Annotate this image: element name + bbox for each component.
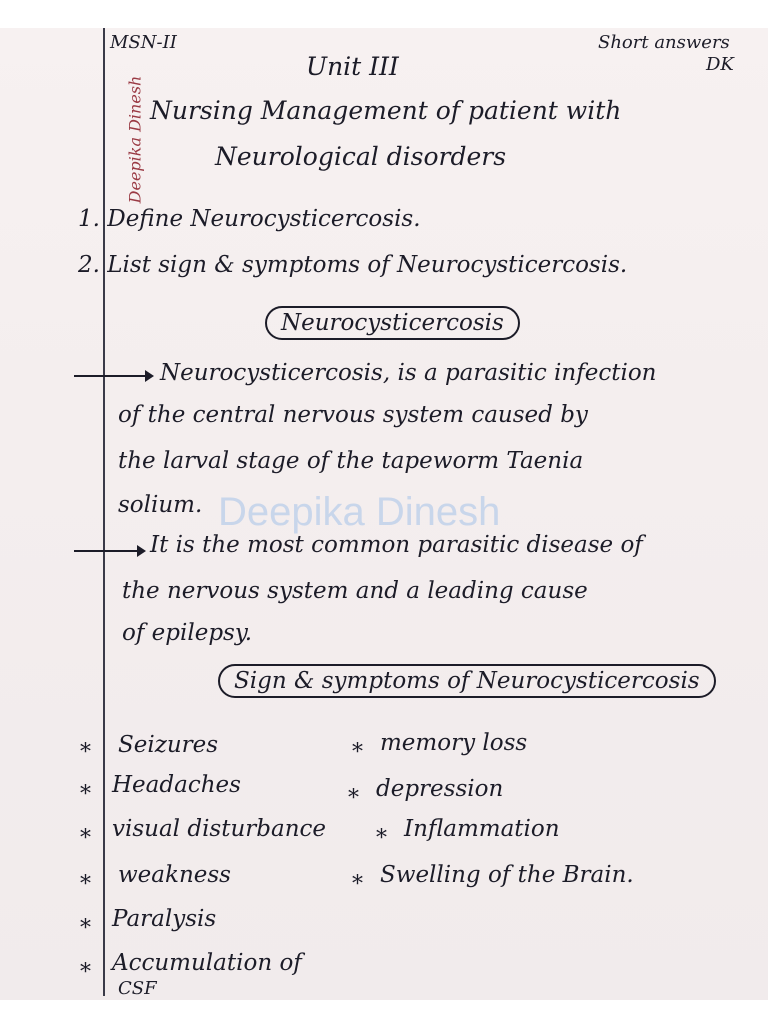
definition-line-5: It is the most common parasitic disease of: [150, 532, 643, 558]
course-label: MSN-II: [110, 32, 177, 53]
margin-line: [103, 28, 105, 996]
section-heading-sign-symptoms: Sign & symptoms of Neurocysticercosis: [218, 664, 716, 698]
title-line-1: Nursing Management of patient with: [150, 96, 622, 125]
bullet-icon: *: [80, 916, 91, 941]
symptom-item: visual disturbance: [112, 816, 327, 842]
section-heading-neurocysticercosis: Neurocysticercosis: [265, 306, 520, 340]
watermark: Deepika Dinesh: [218, 490, 501, 534]
definition-line-6: the nervous system and a leading cause: [122, 578, 588, 604]
definition-line-2: of the central nervous system caused by: [118, 402, 588, 428]
bullet-icon: *: [376, 826, 387, 851]
side-signature: Deepika Dinesh: [125, 75, 145, 204]
question-1: 1. Define Neurocysticercosis.: [78, 206, 421, 232]
short-answers-tag: Short answers: [598, 32, 730, 53]
question-2: 2. List sign & symptoms of Neurocysticercosis.: [78, 252, 628, 278]
symptom-item: Swelling of the Brain.: [380, 862, 634, 888]
symptom-item: Seizures: [118, 732, 219, 758]
unit-heading: Unit III: [306, 52, 399, 81]
arrow-icon: [74, 375, 152, 377]
bullet-icon: *: [80, 782, 91, 807]
symptom-item: memory loss: [380, 730, 528, 756]
definition-line-3: the larval stage of the tapeworm Taenia: [118, 448, 584, 474]
bullet-icon: *: [352, 740, 363, 765]
symptom-item: weakness: [118, 862, 231, 888]
symptom-item-tail: CSF: [118, 978, 157, 999]
bullet-icon: *: [80, 826, 91, 851]
symptom-item: depression: [376, 776, 504, 802]
bullet-icon: *: [348, 786, 359, 811]
symptom-item: Inflammation: [404, 816, 560, 842]
bullet-icon: *: [80, 960, 91, 985]
symptom-item: Headaches: [112, 772, 241, 798]
bullet-icon: *: [352, 872, 363, 897]
bullet-icon: *: [80, 740, 91, 765]
initials: DK: [706, 54, 734, 75]
arrow-icon: [74, 550, 144, 552]
title-line-2: Neurological disorders: [215, 142, 507, 171]
symptom-item: Paralysis: [112, 906, 217, 932]
symptom-item: Accumulation of: [112, 950, 302, 976]
definition-line-1: Neurocysticercosis, is a parasitic infection: [160, 360, 657, 386]
definition-line-7: of epilepsy.: [122, 620, 253, 646]
bullet-icon: *: [80, 872, 91, 897]
definition-line-4: solium.: [118, 492, 203, 518]
